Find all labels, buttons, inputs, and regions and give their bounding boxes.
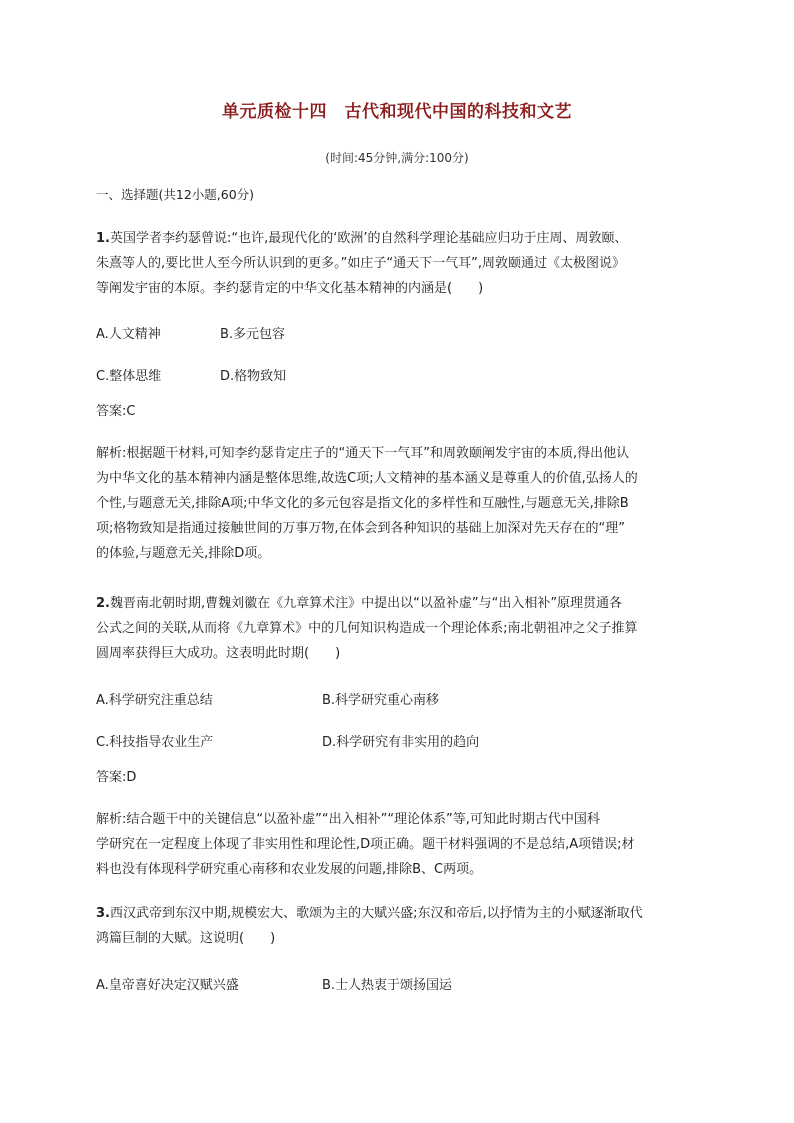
q2-analysis-line-3: 料也没有体现科学研究重心南移和农业发展的问题,排除B、C两项。 — [96, 862, 483, 877]
q2-option-d: D.科学研究有非实用的趋向 — [322, 735, 480, 750]
q2-option-b: B.科学研究重心南移 — [322, 693, 440, 708]
q1-answer: 答案:C — [96, 404, 136, 419]
q2-answer: 答案:D — [96, 770, 137, 785]
question-number: 2. — [96, 596, 110, 611]
q1-analysis-line-1: 解析:根据题干材料,可知李约瑟肯定庄子的“通天下一气耳”和周敦颐阐发宇宙的本质,得出他认 — [96, 446, 630, 461]
q2-option-a: A.科学研究注重总结 — [96, 693, 213, 708]
q3-option-b: B.士人热衷于颂扬国运 — [322, 978, 453, 993]
question-2-line-2: 公式之间的关联,从而将《九章算术》中的几何知识构造成一个理论体系;南北朝祖冲之父子推算 — [96, 621, 638, 636]
q1-option-a: A.人文精神 — [96, 327, 161, 342]
question-2-line-1: 2.魏晋南北朝时期,曹魏刘徽在《九章算术注》中提出以“以盈补虚”与“出入相补”原理贯通各 — [96, 596, 623, 611]
question-number: 3. — [96, 906, 110, 921]
question-1-line-2: 朱熹等人的,要比世人至今所认识到的更多。”如庄子“通天下一气耳”,周敦颐通过《太极图说》 — [96, 256, 625, 271]
question-1-line-3: 等阐发宇宙的本原。李约瑟肯定的中华文化基本精神的内涵是( ) — [96, 281, 484, 296]
exam-info: (时间:45分钟,满分:100分) — [325, 151, 469, 165]
q1-option-d: D.格物致知 — [220, 369, 287, 384]
question-3-line-2: 鸿篇巨制的大赋。这说明( ) — [96, 931, 276, 946]
q2-analysis-line-1: 解析:结合题干中的关键信息“以盈补虚”“出入相补”“理论体系”等,可知此时期古代中国科 — [96, 812, 600, 827]
q1-analysis-line-2: 为中华文化的基本精神内涵是整体思维,故选C项;人文精神的基本涵义是尊重人的价值,弘扬人的 — [96, 471, 638, 486]
q1-option-b: B.多元包容 — [220, 327, 286, 342]
question-3-line-1: 3.西汉武帝到东汉中期,规模宏大、歌颂为主的大赋兴盛;东汉和帝后,以抒情为主的小赋逐渐取代 — [96, 906, 643, 921]
q1-analysis-line-3: 个性,与题意无关,排除A项;中华文化的多元包容是指文化的多样性和互融性,与题意无关,排除B — [96, 496, 629, 511]
section-heading: 一、选择题(共12小题,60分) — [96, 187, 255, 202]
question-2-line-3: 圆周率获得巨大成功。这表明此时期( ) — [96, 646, 341, 661]
q1-option-c: C.整体思维 — [96, 369, 162, 384]
q3-option-a: A.皇帝喜好决定汉赋兴盛 — [96, 978, 239, 993]
question-number: 1. — [96, 231, 110, 246]
q1-analysis-line-4: 项;格物致知是指通过接触世间的万事万物,在体会到各种知识的基础上加深对先天存在的“理” — [96, 521, 625, 536]
q2-option-c: C.科技指导农业生产 — [96, 735, 214, 750]
question-1-line-1: 1.英国学者李约瑟曾说:“也许,最现代化的‘欧洲’的自然科学理论基础应归功于庄周、周敦颐、 — [96, 231, 628, 246]
q1-analysis-line-5: 的体验,与题意无关,排除D项。 — [96, 546, 271, 561]
q2-analysis-line-2: 学研究在一定程度上体现了非实用性和理论性,D项正确。题干材料强调的不是总结,A项错误;材 — [96, 837, 635, 852]
page-title: 单元质检十四 古代和现代中国的科技和文艺 — [222, 102, 572, 122]
